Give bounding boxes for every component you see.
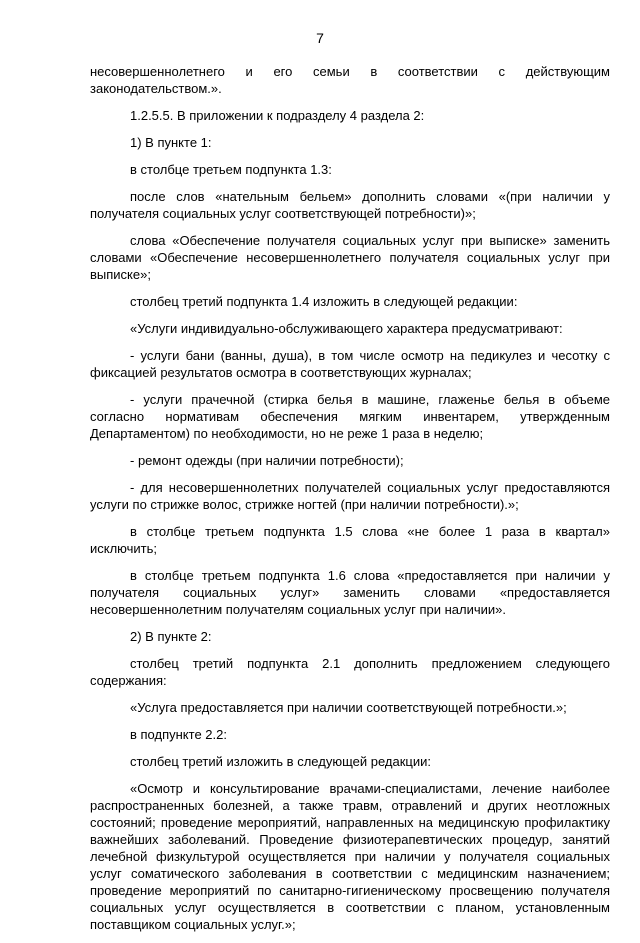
paragraph: столбец третий изложить в следующей редакции: bbox=[130, 754, 431, 769]
paragraph: в столбце третьем подпункта 1.3: bbox=[130, 162, 332, 177]
paragraph: «Услуга предоставляется при наличии соответствующей потребности.»; bbox=[130, 700, 567, 715]
paragraph: 2) В пункте 2: bbox=[130, 629, 212, 644]
paragraph: в столбце третьем подпункта 1.6 слова «предоставляется при наличии у получателя социальных услуг» заменить словами «предоставляется несовершеннолетним получателям социальных услуг при наличии». bbox=[90, 568, 610, 617]
paragraph: столбец третий подпункта 2.1 дополнить предложением следующего содержания: bbox=[90, 656, 610, 688]
paragraph: слова «Обеспечение получателя социальных услуг при выписке» заменить словами «Обеспечение несовершеннолетнего получателя социальных услуг при выписке»; bbox=[90, 233, 610, 282]
paragraph: - услуги прачечной (стирка белья в машине, глаженье белья в объеме согласно нормативам обеспечения мягким инвентарем, утвержденным Департаментом) по необходимости, но не реже 1 раза в неделю; bbox=[90, 392, 610, 441]
paragraph: - услуги бани (ванны, душа), в том числе осмотр на педикулез и чесотку с фиксацией результатов осмотра в соответствующих журналах; bbox=[90, 348, 610, 380]
paragraph: 1.2.5.5. В приложении к подразделу 4 раздела 2: bbox=[130, 108, 425, 123]
paragraph: - ремонт одежды (при наличии потребности); bbox=[130, 453, 404, 468]
paragraph: «Осмотр и консультирование врачами-специалистами, лечение наиболее распространенных болезней, а также травм, отравлений и других неотложных состояний; проведение мероприятий, направленных на медицинскую профилактику важнейших заболеваний. Проведение физиотерапевтических процедур, занятий лечебной физкультурой осуществляется при наличии у получателя социальных услуг соматического заболевания в соответствии с медицинским назначением; проведение мероприятий по санитарно-гигиеническому просвещению получателя социальных услуг осуществляется в соответствии с планом, установленным поставщиком социальных услуг.»; bbox=[90, 781, 610, 932]
paragraph: «Услуги индивидуально-обслуживающего характера предусматривают: bbox=[130, 321, 563, 336]
paragraph: 1) В пункте 1: bbox=[130, 135, 212, 150]
paragraph: в столбце третьем подпункта 1.5 слова «не более 1 раза в квартал» исключить; bbox=[90, 524, 610, 556]
paragraph: - для несовершеннолетних получателей социальных услуг предоставляются услуги по стрижке волос, стрижке ногтей (при наличии потребности).»; bbox=[90, 480, 610, 512]
paragraph: несовершеннолетнего и его семьи в соответствии с действующим законодательством.». bbox=[90, 64, 610, 96]
paragraph: столбец третий подпункта 1.4 изложить в следующей редакции: bbox=[130, 294, 518, 309]
document-body bbox=[90, 63, 610, 943]
page-number: 7 bbox=[316, 30, 324, 46]
paragraph: в подпункте 2.2: bbox=[130, 727, 227, 742]
paragraph: после слов «нательным бельем» дополнить словами «(при наличии у получателя социальных услуг соответствующей потребности)»; bbox=[90, 189, 610, 221]
